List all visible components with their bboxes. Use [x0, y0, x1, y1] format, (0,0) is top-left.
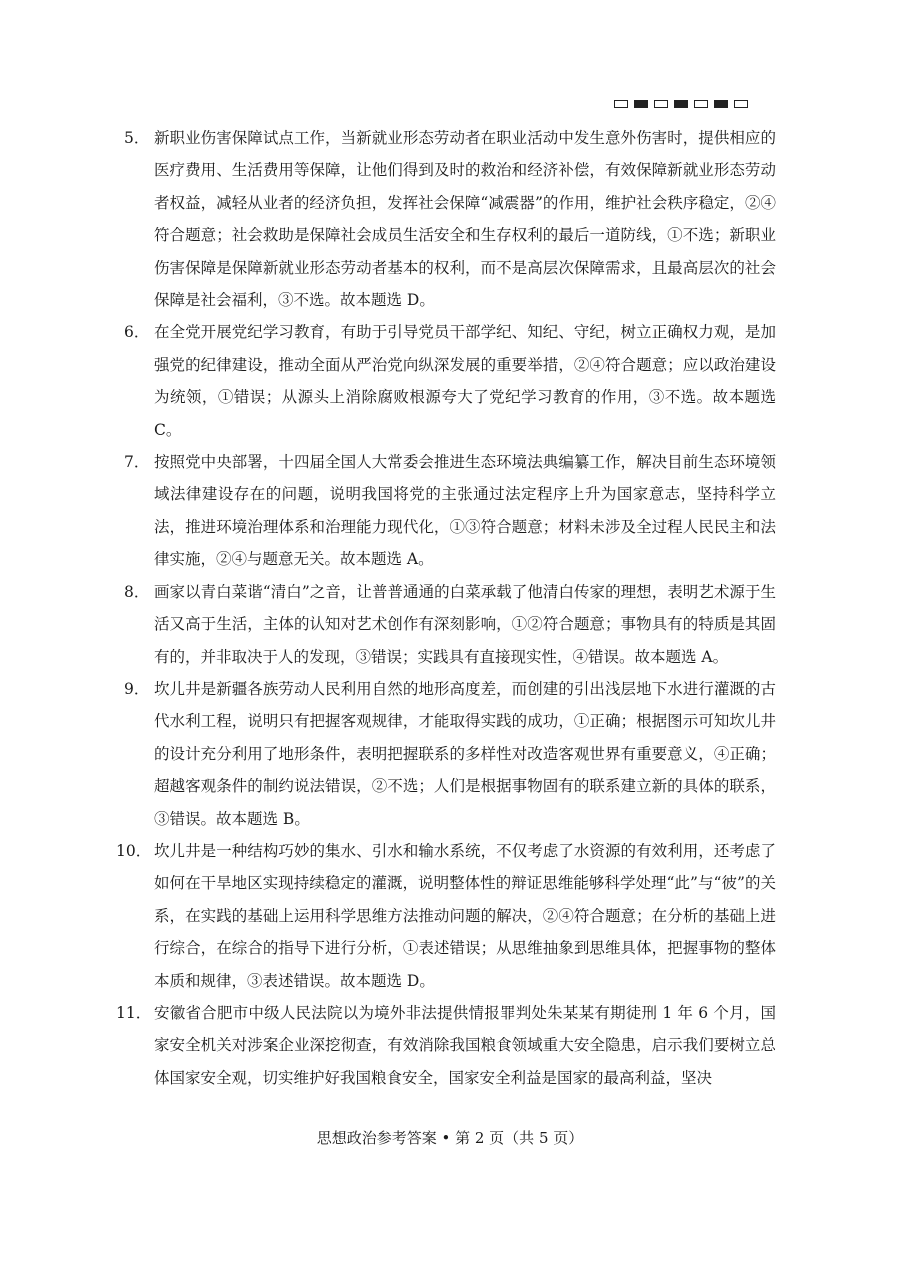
header-mark-empty [614, 100, 628, 108]
answer-item-8 [124, 576, 776, 673]
answer-item-7 [124, 446, 776, 576]
item-number: 8． [124, 582, 150, 601]
answer-item-9 [124, 673, 776, 835]
answer-list [116, 122, 776, 1094]
page-footer: 思想政治参考答案 • 第 2 页（共 5 页） [316, 1129, 584, 1147]
item-number: 7． [124, 453, 150, 472]
item-number: 11． [116, 1003, 152, 1022]
header-mark-empty [654, 100, 668, 108]
item-text: 按照党中央部署，十四届全国人大常委会推进生态环境法典编纂工作，解决目前生态环境领域法律建设存在的问题，说明我国将党的主张通过法定程序上升为国家意志，坚持科学立法，推进环境治理体系和治理能力现代化，①③符合题意；材料未涉及全过程人民民主和法律实施，②④与题意无关。故本题选 A。 [154, 453, 776, 569]
header-mark-empty [734, 100, 748, 108]
answer-item-5 [124, 122, 776, 316]
item-number: 5． [124, 129, 150, 147]
item-text: 新职业伤害保障试点工作，当新就业形态劳动者在职业活动中发生意外伤害时，提供相应的医疗费用、生活费用等保障，让他们得到及时的救治和经济补偿，有效保障新就业形态劳动者权益，减轻从业者的经济负担，发挥社会保障“减震器”的作用，维护社会秩序稳定，②④符合题意；社会救助是保障社会成员生活安全和生存权利的最后一道防线，①不选；新职业伤害保障是保障新就业形态劳动者基本的权利，而不是高层次保障需求，且最高层次的社会保障是社会福利，③不选。故本题选 D。 [154, 129, 776, 310]
item-text: 画家以青白菜谐“清白”之音，让普普通通的白菜承载了他清白传家的理想，表明艺术源于生活又高于生活，主体的认知对艺术创作有深刻影响，①②符合题意；事物具有的特质是其固有的，并非取决于人的发现，③错误；实践具有直接现实性，④错误。故本题选 A。 [154, 582, 776, 666]
header-mark-filled [714, 100, 728, 108]
answer-item-11 [116, 997, 776, 1094]
item-number: 10． [116, 841, 152, 860]
answer-item-6 [124, 316, 776, 446]
answer-item-10 [116, 835, 776, 997]
item-text: 坎儿井是一种结构巧妙的集水、引水和输水系统，不仅考虑了水资源的有效利用，还考虑了如何在干旱地区实现持续稳定的灌溉，说明整体性的辩证思维能够科学处理“此”与“彼”的关系，在实践的基础上运用科学思维方法推动问题的解决，②④符合题意；在分析的基础上进行综合，在综合的指导下进行分析，①表述错误；从思维抽象到思维具体，把握事物的整体本质和规律，③表述错误。故本题选 D。 [154, 841, 776, 990]
item-text: 安徽省合肥市中级人民法院以为境外非法提供情报罪判处朱某某有期徒刑 1 年 6 个月，国家安全机关对涉案企业深挖彻查，有效消除我国粮食领域重大安全隐患，启示我们要树立总体国家安全观，切实维护好我国粮食安全，国家安全利益是国家的最高利益，坚决 [154, 1003, 776, 1087]
item-text: 坎儿井是新疆各族劳动人民利用自然的地形高度差，而创建的引出浅层地下水进行灌溉的古代水利工程，说明只有把握客观规律，才能取得实践的成功，①正确；根据图示可知坎儿井的设计充分利用了地形条件，表明把握联系的多样性对改造客观世界有重要意义，④正确；超越客观条件的制约说法错误，②不选；人们是根据事物固有的联系建立新的具体的联系，③错误。故本题选 B。 [154, 679, 776, 828]
header-mark-filled [634, 100, 648, 108]
header-marks [614, 100, 748, 108]
item-number: 9． [124, 679, 150, 698]
header-mark-empty [694, 100, 708, 108]
item-number: 6． [124, 323, 150, 342]
header-mark-filled [674, 100, 688, 108]
item-text: 在全党开展党纪学习教育，有助于引导党员干部学纪、知纪、守纪，树立正确权力观，是加强党的纪律建设，推动全面从严治党向纵深发展的重要举措，②④符合题意；应以政治建设为统领，①错误；从源头上消除腐败根源夸大了党纪学习教育的作用，③不选。故本题选 C。 [154, 323, 776, 439]
